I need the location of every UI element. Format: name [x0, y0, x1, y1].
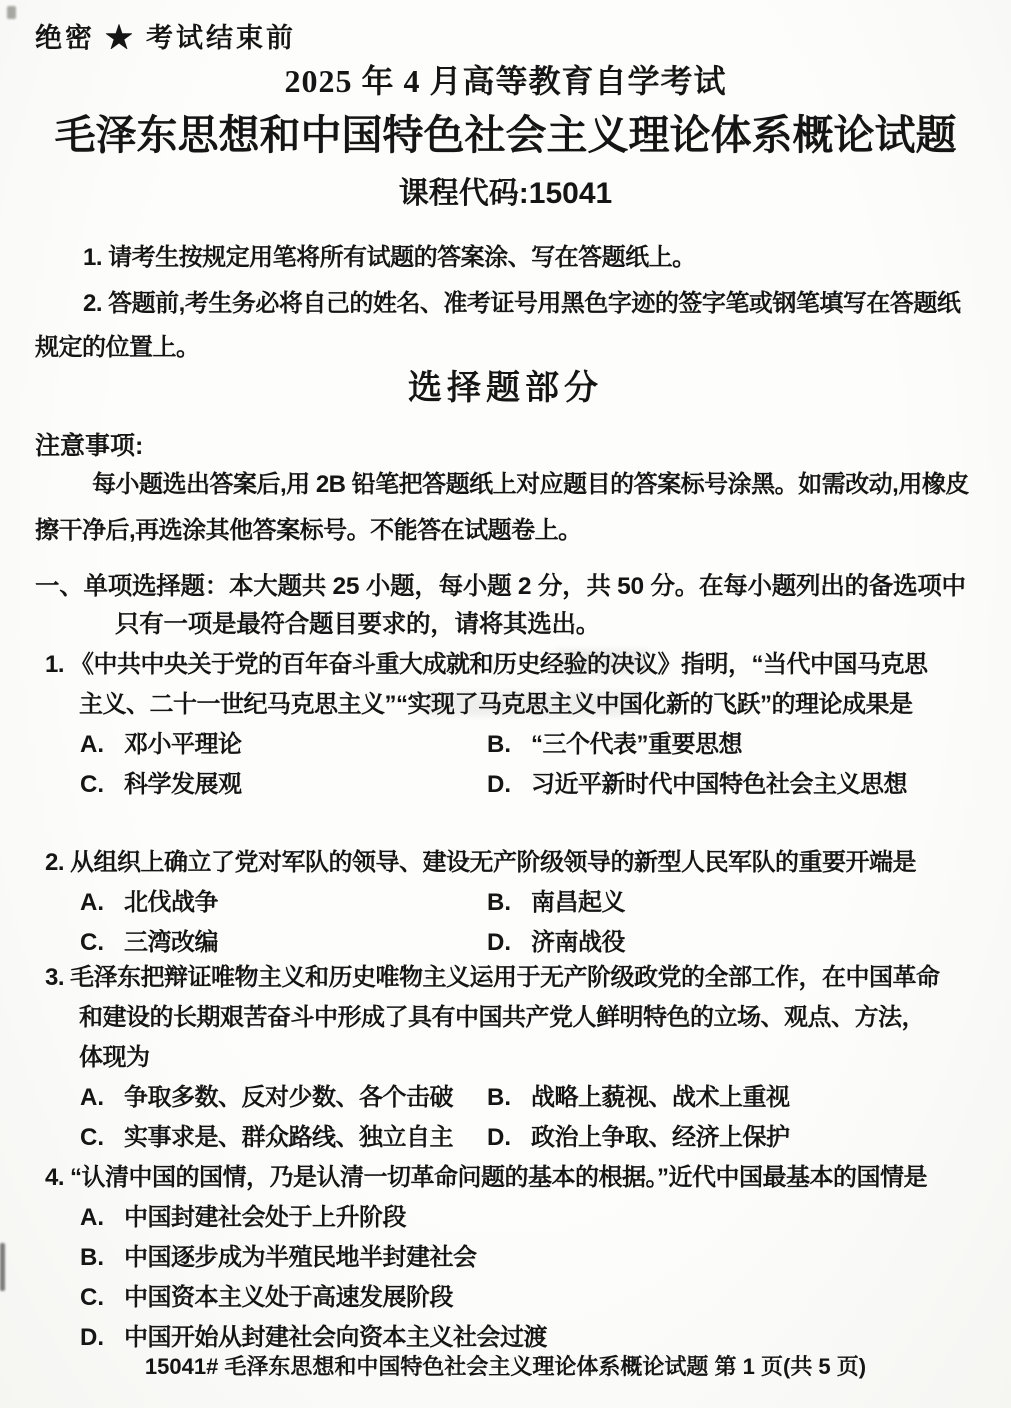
- question-2-stem: [45, 843, 942, 883]
- option-label: A.: [80, 1084, 104, 1111]
- question-3-option-d: [487, 1118, 940, 1158]
- question-3: [45, 958, 942, 1158]
- option-label: D.: [80, 1324, 104, 1351]
- question-4-option-c: [80, 1278, 942, 1318]
- option-text: 政治上争取、经济上保护: [531, 1124, 790, 1151]
- question-2-option-a: [80, 883, 487, 923]
- question-3-options: [80, 1078, 940, 1158]
- option-label: D.: [487, 929, 511, 956]
- question-4-stem: [45, 1158, 942, 1198]
- option-label: B.: [487, 889, 511, 916]
- option-text: 北伐战争: [124, 889, 218, 916]
- question-3-stem: [45, 958, 942, 1078]
- option-text: 济南战役: [531, 929, 625, 956]
- option-text: 科学发展观: [124, 771, 242, 798]
- option-text: 争取多数、反对少数、各个击破: [124, 1084, 453, 1111]
- option-text: 中国资本主义处于高速发展阶段: [124, 1284, 453, 1311]
- option-label: A.: [80, 1204, 104, 1231]
- instruction-2: 2. 答题前,考生务必将自己的姓名、准考证号用黑色字迹的签字笔或钢笔填写在答题纸规定的位置上。: [35, 290, 961, 361]
- question-2: [45, 843, 942, 963]
- question-1-number: 1.: [45, 651, 65, 678]
- question-3-option-c: [80, 1118, 487, 1158]
- question-3-stem-text: 毛泽东把辩证唯物主义和历史唯物主义运用于无产阶级政党的全部工作，在中国革命和建设的长期艰苦奋斗中形成了具有中国共产党人鲜明特色的立场、观点、方法，体现为: [70, 964, 940, 1071]
- option-label: C.: [80, 1284, 104, 1311]
- question-1-stem-text: 《中共中央关于党的百年奋斗重大成就和历史经验的决议》指明，“当代中国马克思主义、二十一世纪马克思主义”“实现了马克思主义中国化新的飞跃”的理论成果是: [70, 651, 928, 718]
- option-text: 中国逐步成为半殖民地半封建社会: [124, 1244, 477, 1271]
- scan-smudge: [7, 6, 16, 19]
- option-label: B.: [80, 1244, 104, 1271]
- option-text: 邓小平理论: [124, 731, 242, 758]
- question-2-number: 2.: [45, 849, 65, 876]
- question-2-option-b: [487, 883, 940, 923]
- option-label: D.: [487, 1124, 511, 1151]
- option-label: C.: [80, 771, 104, 798]
- question-1-option-b: [487, 725, 940, 765]
- option-text: 中国开始从封建社会向资本主义社会过渡: [124, 1324, 547, 1351]
- question-1-option-d: [487, 765, 940, 805]
- option-label: C.: [80, 1124, 104, 1151]
- part-one-heading: [35, 568, 981, 644]
- part-one-heading-line1: 一、单项选择题：本大题共 25 小题，每小题 2 分，共 50 分。在每小题列出的备选项中: [35, 573, 966, 600]
- option-label: D.: [487, 771, 511, 798]
- question-1-option-c: [80, 765, 487, 805]
- question-2-stem-text: 从组织上确立了党对军队的领导、建设无产阶级领导的新型人民军队的重要开端是: [70, 849, 917, 876]
- option-text: 南昌起义: [531, 889, 625, 916]
- question-4-options: [80, 1198, 942, 1358]
- option-text: 战略上藐视、战术上重视: [531, 1084, 790, 1111]
- question-3-number: 3.: [45, 964, 65, 991]
- question-1: [45, 645, 942, 805]
- page-footer: 15041# 毛泽东思想和中国特色社会主义理论体系概论试题 第 1 页(共 5 页): [144, 1354, 867, 1379]
- question-4-option-a: [80, 1198, 942, 1238]
- option-label: A.: [80, 889, 104, 916]
- option-label: B.: [487, 731, 511, 758]
- question-4-option-b: [80, 1238, 942, 1278]
- instruction-1: 1. 请考生按规定用笔将所有试题的答案涂、写在答题纸上。: [83, 244, 696, 271]
- option-text: 中国封建社会处于上升阶段: [124, 1204, 406, 1231]
- option-text: 实事求是、群众路线、独立自主: [124, 1124, 453, 1151]
- question-2-options: [80, 883, 940, 963]
- question-1-stem: [45, 645, 942, 725]
- option-text: “三个代表”重要思想: [531, 731, 742, 758]
- question-3-option-a: [80, 1078, 487, 1118]
- question-4-stem-text: “认清中国的国情，乃是认清一切革命问题的基本的根据。”近代中国最基本的国情是: [70, 1164, 928, 1191]
- question-1-option-a: [80, 725, 487, 765]
- notes-heading: 注意事项:: [35, 432, 144, 460]
- option-label: C.: [80, 929, 104, 956]
- question-4-number: 4.: [45, 1164, 65, 1191]
- question-3-option-b: [487, 1078, 940, 1118]
- paper-title: 毛泽东思想和中国特色社会主义理论体系概论试题: [54, 112, 957, 158]
- secrecy-banner: 绝密 ★ 考试结束前: [35, 23, 297, 53]
- option-text: 习近平新时代中国特色社会主义思想: [531, 771, 907, 798]
- question-2-option-c: [80, 923, 487, 963]
- section-heading: 选择题部分: [408, 369, 603, 407]
- part-one-heading-line2: 只有一项是最符合题目要求的，请将其选出。: [115, 611, 600, 638]
- course-code: 课程代码:15041: [398, 177, 613, 210]
- question-2-option-d: [487, 923, 940, 963]
- option-label: A.: [80, 731, 104, 758]
- question-4: [45, 1158, 942, 1358]
- exam-session-title: 2025 年 4 月高等教育自学考试: [284, 63, 727, 99]
- option-text: 三湾改编: [124, 929, 218, 956]
- question-1-options: [80, 725, 940, 805]
- scan-smudge: [0, 1243, 5, 1291]
- option-label: B.: [487, 1084, 511, 1111]
- notes-body: 每小题选出答案后,用 2B 铅笔把答题纸上对应题目的答案标号涂黑。如需改动,用橡皮擦干净后,再选涂其他答案标号。不能答在试题卷上。: [35, 471, 969, 544]
